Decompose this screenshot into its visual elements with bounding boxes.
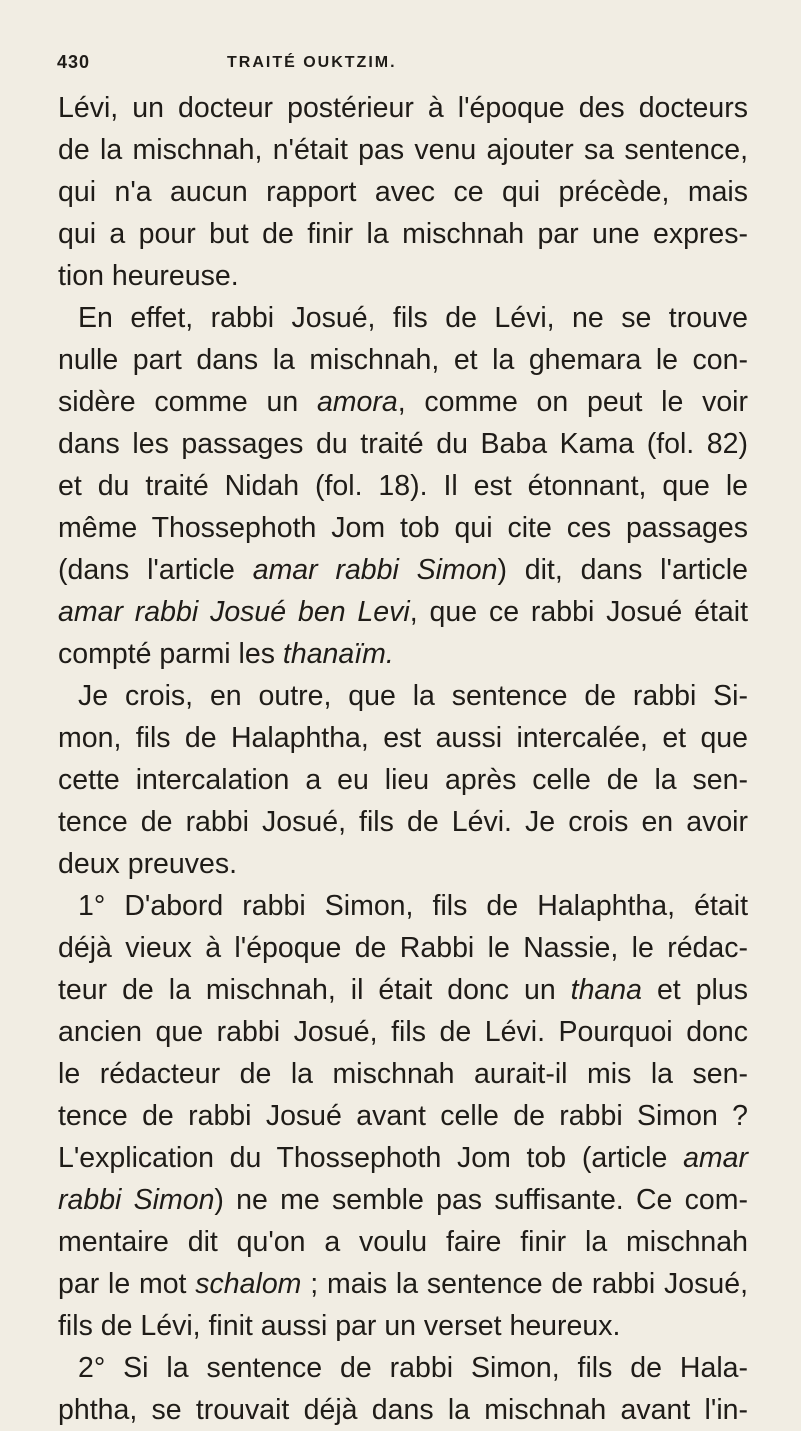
page-number: 430: [57, 52, 91, 72]
italic-term: amora: [316, 386, 398, 418]
text-line: le rédacteur de la mischnah aurait-il mis la sen-: [58, 1058, 748, 1090]
text-line: phtha, se trouvait déjà dans la mischnah avant l'in-: [58, 1394, 748, 1426]
text-line: [58, 1263, 748, 1305]
text-line: 2° Si la sentence de rabbi Simon, fils de Hala-: [78, 1352, 748, 1384]
text-line: même Thossephoth Jom tob qui cite ces passages: [58, 512, 748, 544]
text-line: déjà vieux à l'époque de Rabbi le Nassie, le rédac-: [58, 932, 748, 964]
text-line: [58, 969, 748, 1011]
text-line: mentaire dit qu'on a voulu faire finir la mischnah: [58, 1226, 748, 1258]
text-line: [58, 1137, 748, 1179]
italic-term: amar: [683, 1142, 748, 1174]
text-line: [58, 1179, 748, 1221]
text-line: tence de rabbi Josué avant celle de rabbi Simon ?: [58, 1100, 748, 1132]
text-line: tence de rabbi Josué, fils de Lévi. Je crois en avoir: [58, 806, 748, 838]
text-segment: compté parmi les: [58, 638, 275, 670]
text-segment: teur de la mischnah, il était donc un: [58, 974, 556, 1006]
text-line: mon, fils de Halaphtha, est aussi intercalée, et que: [58, 722, 748, 754]
text-line: [58, 381, 748, 423]
text-line: et du traité Nidah (fol. 18). Il est étonnant, que le: [58, 470, 748, 502]
text-line: [58, 591, 748, 633]
text-line: En effet, rabbi Josué, fils de Lévi, ne se trouve: [78, 302, 748, 334]
italic-term: schalom: [195, 1268, 302, 1300]
text-line: Je crois, en outre, que la sentence de rabbi Si-: [78, 680, 748, 712]
text-segment: ; mais la sentence de rabbi Josué,: [310, 1268, 749, 1300]
text-line: qui a pour but de finir la mischnah par une expres-: [58, 218, 748, 250]
text-line: nulle part dans la mischnah, et la ghemara le con-: [58, 344, 748, 376]
body-text: [58, 87, 748, 1431]
text-segment: , comme on peut le voir: [397, 386, 749, 418]
text-line: de la mischnah, n'était pas venu ajouter sa sentence,: [58, 134, 748, 166]
text-line: Lévi, un docteur postérieur à l'époque des docteurs: [58, 92, 748, 124]
text-line: [58, 633, 748, 675]
text-line: dans les passages du traité du Baba Kama (fol. 82): [58, 428, 748, 460]
text-line: cette intercalation a eu lieu après celle de la sen-: [58, 764, 748, 796]
text-line: tion heureuse.: [58, 260, 239, 292]
text-line: [58, 549, 748, 591]
italic-term: rabbi Simon: [58, 1184, 215, 1216]
text-segment: sidère comme un: [58, 386, 299, 418]
text-segment: , que ce rabbi Josué était: [409, 596, 748, 628]
text-line: ancien que rabbi Josué, fils de Lévi. Pourquoi donc: [58, 1016, 748, 1048]
text-segment: et plus: [656, 974, 748, 1006]
italic-term: amar rabbi Simon: [252, 554, 498, 586]
text-line: fils de Lévi, finit aussi par un verset heureux.: [58, 1310, 621, 1342]
italic-term: amar rabbi Josué ben Levi: [58, 596, 410, 628]
text-line: deux preuves.: [58, 848, 238, 880]
page-header: [57, 50, 747, 80]
text-segment: (dans l'article: [58, 554, 235, 586]
italic-term: thana: [570, 974, 642, 1006]
text-line: qui n'a aucun rapport avec ce qui précède, mais: [58, 176, 748, 208]
text-line: 1° D'abord rabbi Simon, fils de Halaphtha, était: [78, 890, 748, 922]
running-title: TRAITÉ OUKTZIM.: [227, 54, 397, 71]
text-segment: ) ne me semble pas suffisante. Ce com-: [214, 1184, 748, 1216]
text-segment: L'explication du Thossephoth Jom tob (article: [58, 1142, 668, 1174]
text-segment: ) dit, dans l'article: [497, 554, 748, 586]
italic-term: thanaïm.: [282, 638, 394, 670]
text-segment: par le mot: [58, 1268, 187, 1300]
